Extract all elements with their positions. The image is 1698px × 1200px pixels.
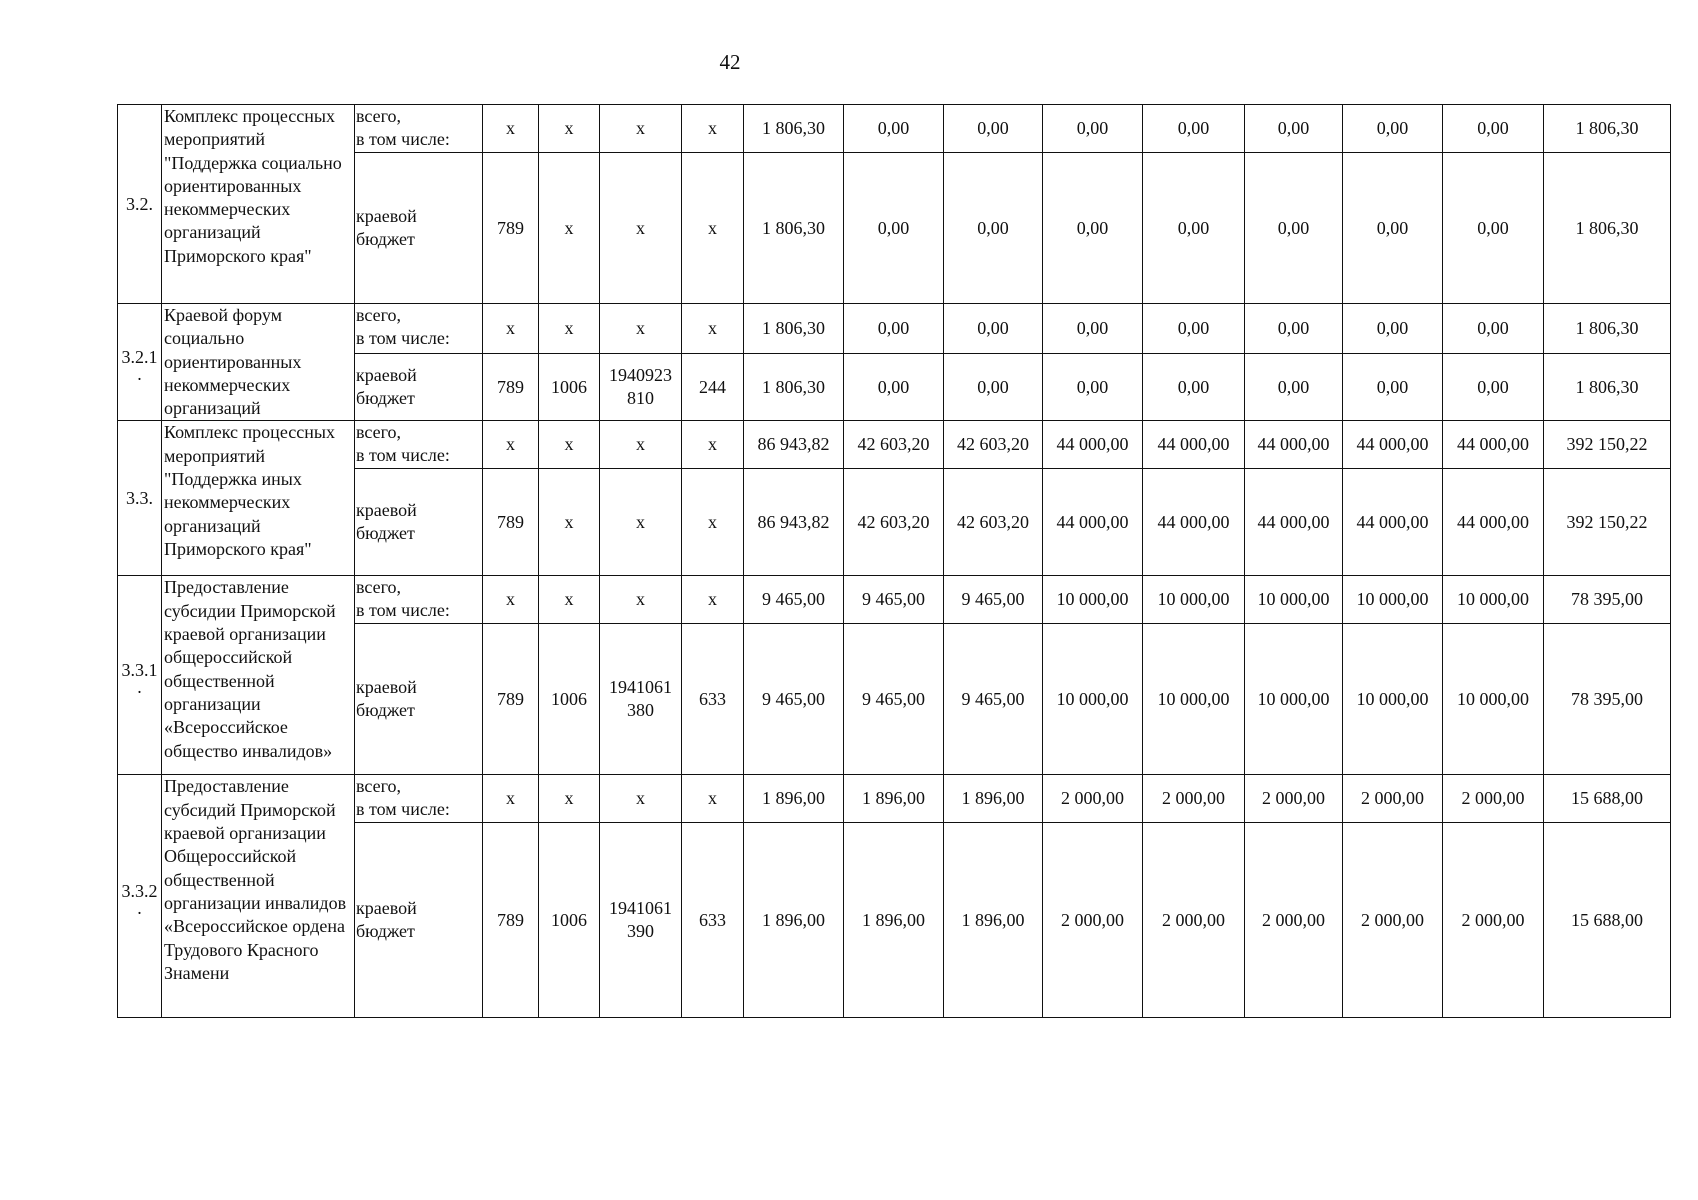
target-article-code bbox=[600, 576, 682, 624]
year-value-cell: 1 896,00 bbox=[744, 775, 844, 823]
grbs-code: x bbox=[483, 775, 539, 823]
source-line: краевой bbox=[356, 365, 417, 386]
source-line: краевой bbox=[356, 206, 417, 226]
target-article-line: 1941061 bbox=[609, 677, 672, 698]
source-line: в том числе: bbox=[356, 129, 450, 149]
source-line: в том числе: bbox=[356, 600, 450, 621]
target-article-code bbox=[600, 624, 682, 775]
target-article-line: 1940923 bbox=[609, 365, 672, 386]
year-value-cell: 86 943,82 bbox=[744, 469, 844, 576]
target-article-line: 1941061 bbox=[609, 898, 672, 919]
year-value-cell: 9 465,00 bbox=[844, 576, 944, 624]
source-line: всего, bbox=[356, 577, 402, 598]
year-value-cell: 44 000,00 bbox=[1143, 469, 1245, 576]
grbs-code: x bbox=[483, 421, 539, 469]
item-description: Краевой форум социально ориентированных некоммерческих организаций bbox=[162, 304, 355, 421]
year-value-cell: 0,00 bbox=[844, 354, 944, 421]
grbs-code: x bbox=[483, 105, 539, 153]
year-value-cell: 44 000,00 bbox=[1143, 421, 1245, 469]
year-value-cell: 1 806,30 bbox=[744, 354, 844, 421]
target-article-code bbox=[600, 823, 682, 1018]
total-value-cell: 78 395,00 bbox=[1544, 576, 1671, 624]
year-value-cell: 2 000,00 bbox=[1443, 775, 1544, 823]
source-total bbox=[355, 105, 483, 153]
year-value-cell: 1 806,30 bbox=[744, 153, 844, 304]
section-code: 1006 bbox=[539, 624, 600, 775]
year-value-cell: 10 000,00 bbox=[1343, 624, 1443, 775]
year-value-cell: 44 000,00 bbox=[1245, 421, 1343, 469]
target-article-code bbox=[600, 105, 682, 153]
year-value-cell: 0,00 bbox=[1043, 304, 1143, 354]
source-line: в том числе: bbox=[356, 799, 450, 820]
section-code: x bbox=[539, 775, 600, 823]
year-value-cell: 10 000,00 bbox=[1245, 624, 1343, 775]
source-line: бюджет bbox=[356, 229, 415, 249]
source-line: всего, bbox=[356, 106, 402, 126]
year-value-cell: 1 896,00 bbox=[844, 775, 944, 823]
year-value-cell: 10 000,00 bbox=[1143, 576, 1245, 624]
year-value-cell: 0,00 bbox=[1043, 354, 1143, 421]
year-value-cell: 0,00 bbox=[1043, 105, 1143, 153]
year-value-cell: 0,00 bbox=[1443, 304, 1544, 354]
year-value-cell: 0,00 bbox=[1143, 304, 1245, 354]
source-line: всего, bbox=[356, 422, 402, 443]
year-value-cell: 44 000,00 bbox=[1343, 469, 1443, 576]
table-row bbox=[118, 576, 1671, 624]
expense-type-code: x bbox=[682, 105, 744, 153]
item-number bbox=[118, 775, 162, 1018]
expense-type-code: 633 bbox=[682, 823, 744, 1018]
year-value-cell: 10 000,00 bbox=[1043, 624, 1143, 775]
year-value-cell: 0,00 bbox=[1245, 304, 1343, 354]
year-value-cell: 0,00 bbox=[944, 304, 1043, 354]
target-article-code bbox=[600, 304, 682, 354]
year-value-cell: 0,00 bbox=[1443, 105, 1544, 153]
table-row bbox=[118, 421, 1671, 469]
year-value-cell: 0,00 bbox=[1343, 304, 1443, 354]
grbs-code: x bbox=[483, 576, 539, 624]
source-regional-budget bbox=[355, 469, 483, 576]
grbs-code: 789 bbox=[483, 153, 539, 304]
year-value-cell: 0,00 bbox=[1043, 153, 1143, 304]
item-description: Предоставление субсидии Приморской краевой организации общероссийской общественной организации «Всероссийское общество инвалидов» bbox=[162, 576, 355, 775]
target-article-line: x bbox=[636, 217, 645, 238]
year-value-cell: 0,00 bbox=[1143, 354, 1245, 421]
source-line: в том числе: bbox=[356, 328, 450, 348]
year-value-cell: 0,00 bbox=[1443, 354, 1544, 421]
target-article-code bbox=[600, 775, 682, 823]
target-article-line: 380 bbox=[627, 700, 654, 721]
expense-type-code: x bbox=[682, 469, 744, 576]
item-number bbox=[118, 576, 162, 775]
target-article-line: x bbox=[636, 589, 645, 610]
year-value-cell: 10 000,00 bbox=[1443, 576, 1544, 624]
source-line: краевой bbox=[356, 500, 417, 521]
section-code: x bbox=[539, 421, 600, 469]
year-value-cell: 44 000,00 bbox=[1043, 469, 1143, 576]
expense-type-code: 244 bbox=[682, 354, 744, 421]
item-number-text: 3.3. bbox=[126, 487, 153, 508]
target-article-line: x bbox=[636, 511, 645, 532]
year-value-cell: 44 000,00 bbox=[1343, 421, 1443, 469]
year-value-cell: 0,00 bbox=[1343, 105, 1443, 153]
year-value-cell: 1 806,30 bbox=[744, 105, 844, 153]
year-value-cell: 44 000,00 bbox=[1245, 469, 1343, 576]
year-value-cell: 42 603,20 bbox=[944, 469, 1043, 576]
source-regional-budget bbox=[355, 823, 483, 1018]
section-code: 1006 bbox=[539, 354, 600, 421]
year-value-cell: 2 000,00 bbox=[1143, 775, 1245, 823]
table-body bbox=[118, 105, 1671, 1018]
expense-type-code: x bbox=[682, 775, 744, 823]
target-article-line: x bbox=[636, 118, 645, 138]
year-value-cell: 0,00 bbox=[1343, 153, 1443, 304]
year-value-cell: 9 465,00 bbox=[944, 624, 1043, 775]
target-article-line: x bbox=[636, 318, 645, 339]
grbs-code: 789 bbox=[483, 823, 539, 1018]
target-article-code bbox=[600, 421, 682, 469]
source-line: всего, bbox=[356, 305, 402, 325]
year-value-cell: 10 000,00 bbox=[1043, 576, 1143, 624]
year-value-cell: 10 000,00 bbox=[1245, 576, 1343, 624]
year-value-cell: 0,00 bbox=[1143, 153, 1245, 304]
year-value-cell: 2 000,00 bbox=[1343, 775, 1443, 823]
grbs-code: 789 bbox=[483, 624, 539, 775]
year-value-cell: 0,00 bbox=[1443, 153, 1544, 304]
total-value-cell: 392 150,22 bbox=[1544, 421, 1671, 469]
year-value-cell: 42 603,20 bbox=[944, 421, 1043, 469]
item-number bbox=[118, 304, 162, 421]
total-value-cell: 1 806,30 bbox=[1544, 105, 1671, 153]
year-value-cell: 0,00 bbox=[1245, 153, 1343, 304]
item-number-dot: . bbox=[137, 363, 142, 384]
section-code: 1006 bbox=[539, 823, 600, 1018]
section-code: x bbox=[539, 576, 600, 624]
year-value-cell: 0,00 bbox=[844, 304, 944, 354]
year-value-cell: 10 000,00 bbox=[1343, 576, 1443, 624]
source-regional-budget bbox=[355, 153, 483, 304]
source-total bbox=[355, 576, 483, 624]
expense-type-code: x bbox=[682, 153, 744, 304]
grbs-code: x bbox=[483, 304, 539, 354]
item-number-text: 3.3.1 bbox=[121, 659, 158, 680]
source-line: всего, bbox=[356, 776, 402, 797]
total-value-cell: 1 806,30 bbox=[1544, 304, 1671, 354]
year-value-cell: 0,00 bbox=[944, 354, 1043, 421]
year-value-cell: 0,00 bbox=[1343, 354, 1443, 421]
item-number bbox=[118, 421, 162, 576]
year-value-cell: 9 465,00 bbox=[944, 576, 1043, 624]
item-description: Комплекс процессных мероприятий "Поддержка социально ориентированных некоммерческих организаций Приморского края" bbox=[162, 105, 355, 304]
table-row bbox=[118, 304, 1671, 354]
grbs-code: 789 bbox=[483, 354, 539, 421]
total-value-cell: 78 395,00 bbox=[1544, 624, 1671, 775]
year-value-cell: 0,00 bbox=[944, 153, 1043, 304]
target-article-line: 390 bbox=[627, 921, 654, 942]
target-article-code bbox=[600, 153, 682, 304]
total-value-cell: 15 688,00 bbox=[1544, 823, 1671, 1018]
year-value-cell: 1 896,00 bbox=[944, 823, 1043, 1018]
section-code: x bbox=[539, 304, 600, 354]
source-line: в том числе: bbox=[356, 445, 450, 466]
section-code: x bbox=[539, 153, 600, 304]
source-total bbox=[355, 421, 483, 469]
source-regional-budget bbox=[355, 354, 483, 421]
year-value-cell: 0,00 bbox=[1245, 105, 1343, 153]
year-value-cell: 1 896,00 bbox=[744, 823, 844, 1018]
item-number-dot: . bbox=[137, 676, 142, 697]
source-line: краевой bbox=[356, 677, 417, 698]
year-value-cell: 2 000,00 bbox=[1143, 823, 1245, 1018]
year-value-cell: 44 000,00 bbox=[1443, 469, 1544, 576]
expense-type-code: x bbox=[682, 421, 744, 469]
source-total bbox=[355, 775, 483, 823]
year-value-cell: 2 000,00 bbox=[1245, 823, 1343, 1018]
expense-type-code: x bbox=[682, 304, 744, 354]
year-value-cell: 1 896,00 bbox=[944, 775, 1043, 823]
source-line: краевой bbox=[356, 898, 417, 919]
total-value-cell: 392 150,22 bbox=[1544, 469, 1671, 576]
year-value-cell: 86 943,82 bbox=[744, 421, 844, 469]
total-value-cell: 1 806,30 bbox=[1544, 153, 1671, 304]
source-line: бюджет bbox=[356, 700, 415, 721]
target-article-line: x bbox=[636, 434, 645, 455]
year-value-cell: 0,00 bbox=[944, 105, 1043, 153]
target-article-line: x bbox=[636, 788, 645, 809]
section-code: x bbox=[539, 105, 600, 153]
item-description: Комплекс процессных мероприятий "Поддержка иных некоммерческих организаций Приморского края" bbox=[162, 421, 355, 576]
year-value-cell: 0,00 bbox=[1143, 105, 1245, 153]
section-code: x bbox=[539, 469, 600, 576]
target-article-line: 810 bbox=[627, 388, 654, 409]
year-value-cell: 0,00 bbox=[844, 105, 944, 153]
expense-type-code: 633 bbox=[682, 624, 744, 775]
source-total bbox=[355, 304, 483, 354]
item-number-text: 3.2.1 bbox=[121, 346, 158, 367]
year-value-cell: 1 806,30 bbox=[744, 304, 844, 354]
item-description: Предоставление субсидий Приморской краевой организации Общероссийской общественной организации инвалидов «Всероссийское ордена Трудового Красного Знамени bbox=[162, 775, 355, 1018]
page-number: 42 bbox=[719, 50, 741, 74]
table-row bbox=[118, 105, 1671, 153]
target-article-code bbox=[600, 354, 682, 421]
expense-type-code: x bbox=[682, 576, 744, 624]
year-value-cell: 9 465,00 bbox=[744, 624, 844, 775]
source-regional-budget bbox=[355, 624, 483, 775]
year-value-cell: 2 000,00 bbox=[1043, 775, 1143, 823]
item-number bbox=[118, 105, 162, 304]
year-value-cell: 2 000,00 bbox=[1043, 823, 1143, 1018]
year-value-cell: 10 000,00 bbox=[1443, 624, 1544, 775]
total-value-cell: 1 806,30 bbox=[1544, 354, 1671, 421]
year-value-cell: 2 000,00 bbox=[1245, 775, 1343, 823]
year-value-cell: 2 000,00 bbox=[1443, 823, 1544, 1018]
item-number-text: 3.2. bbox=[126, 193, 153, 214]
year-value-cell: 10 000,00 bbox=[1143, 624, 1245, 775]
year-value-cell: 2 000,00 bbox=[1343, 823, 1443, 1018]
year-value-cell: 9 465,00 bbox=[744, 576, 844, 624]
year-value-cell: 1 896,00 bbox=[844, 823, 944, 1018]
year-value-cell: 44 000,00 bbox=[1043, 421, 1143, 469]
source-line: бюджет bbox=[356, 388, 415, 409]
grbs-code: 789 bbox=[483, 469, 539, 576]
budget-table bbox=[117, 104, 1671, 1018]
target-article-code bbox=[600, 469, 682, 576]
table-row bbox=[118, 775, 1671, 823]
year-value-cell: 42 603,20 bbox=[844, 469, 944, 576]
source-line: бюджет bbox=[356, 921, 415, 942]
year-value-cell: 42 603,20 bbox=[844, 421, 944, 469]
year-value-cell: 0,00 bbox=[1245, 354, 1343, 421]
year-value-cell: 0,00 bbox=[844, 153, 944, 304]
year-value-cell: 9 465,00 bbox=[844, 624, 944, 775]
total-value-cell: 15 688,00 bbox=[1544, 775, 1671, 823]
item-number-dot: . bbox=[137, 897, 142, 918]
item-number-text: 3.3.2 bbox=[121, 880, 158, 901]
source-line: бюджет bbox=[356, 523, 415, 544]
year-value-cell: 44 000,00 bbox=[1443, 421, 1544, 469]
